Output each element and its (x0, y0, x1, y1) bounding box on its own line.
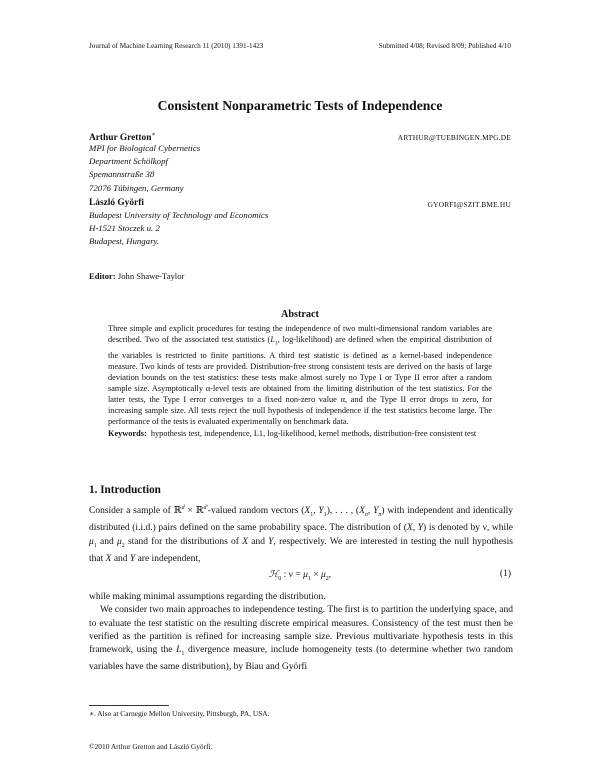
abstract-heading: Abstract (281, 309, 319, 320)
author-name-2: László Györfi (89, 198, 144, 208)
intro-paragraph: Consider a sample of ℝ$^d$ × ℝ$^{d'}$-valued random vectors ($X_1$, $Y_1$), . . . , ($X_n$, $Y_n$) with independent and identically distributed (i.i.d.) pairs defined on the same probability space. The distribution of (X, Y) is denoted by ν, while $\mu_1$ and $\mu_2$ stand for the distributions of X and Y, respectively. We are interested in testing the null hypothesis that X and Y are independent, (89, 505, 514, 564)
editor-line: Editor: John Shawe-Taylor (89, 271, 185, 281)
intro-paragraph-2: while making minimal assumptions regarding the distribution. We consider two main approaches to independence testing. The first is to partition the underlying space, and to evaluate the test statistic on the resulting discrete empirical measures. Consistency of the test must then be verified as the partition is refined for increasing sample size. Previous multivariate hypothesis tests in this framework, using the $L_1$ divergence measure, include homogeneity tests (to determine whether two random variables have the same distribution), by Biau and Györfi (89, 592, 513, 673)
equation-number: (1) (499, 569, 511, 579)
author-email-1[interactable]: ARTHUR@TUEBINGEN.MPG.DE (397, 133, 511, 142)
submission-dates: Submitted 4/08; Revised 8/09; Published 4/10 (378, 42, 511, 50)
keywords-label: Keywords: (108, 428, 147, 438)
author-email-2[interactable]: GYORFI@SZIT.BME.HU (427, 200, 511, 209)
author-affiliation-1: MPI for Biological Cybernetics Department Schölkopf Spemannstraße 38 72076 Tübingen, Germany (89, 143, 201, 193)
keywords: hypothesis test, independence, L1, log-likelihood, kernel methods, distribution-free consistent test (150, 428, 477, 438)
author-name-1: Arthur Gretton∗ (89, 132, 156, 144)
abstract-body: Three simple and explicit procedures for testing the independence of two multi-dimensional random variables are described. Two of the associated test statistics ($L_1$, log-likelihood) are defined when the empirical distribution of the variables is restricted to finite partitions. A third test statistic is defined as a kernel-based independence measure. Two kinds of tests are provided. Distribution-free strong consistent tests are derived on the basis of large deviation bounds on the test statistics: these tests make almost surely no Type I or Type II error after a random sample size. Asymptotically α-level tests are obtained from the limiting distribution of the test statistics. For the latter tests, the Type I error converges to a fixed non-zero value α, and the Type II error drops to zero, for increasing sample size. All tests reject the null hypothesis of independence if the test statistics become large. The performance of the tests is evaluated experimentally on benchmark data. Keywords: hypothesis test, independence, L1, log-likelihood, kernel methods, distribution-free consistent test (108, 324, 492, 438)
footnote-rule (89, 705, 169, 706)
equation-expression: ℋ$_0$ : $\nu = \mu_1 \times \mu_2$, (268, 569, 332, 582)
journal-citation: Journal of Machine Learning Research 11 (2010) 1391-1423 (89, 42, 264, 50)
copyright-line: ©2010 Arthur Gretton and László Györfi. (89, 742, 213, 751)
section-heading: 1. Introduction (89, 484, 161, 496)
footnote: ∗. Also at Carnegie Mellon University, Pittsburgh, PA, USA. (89, 709, 270, 718)
paper-title: Consistent Nonparametric Tests of Independence (157, 98, 443, 113)
author-affiliation-2: Budapest University of Technology and Economics H-1521 Stoczek u. 2 Budapest, Hungary. (89, 210, 269, 247)
